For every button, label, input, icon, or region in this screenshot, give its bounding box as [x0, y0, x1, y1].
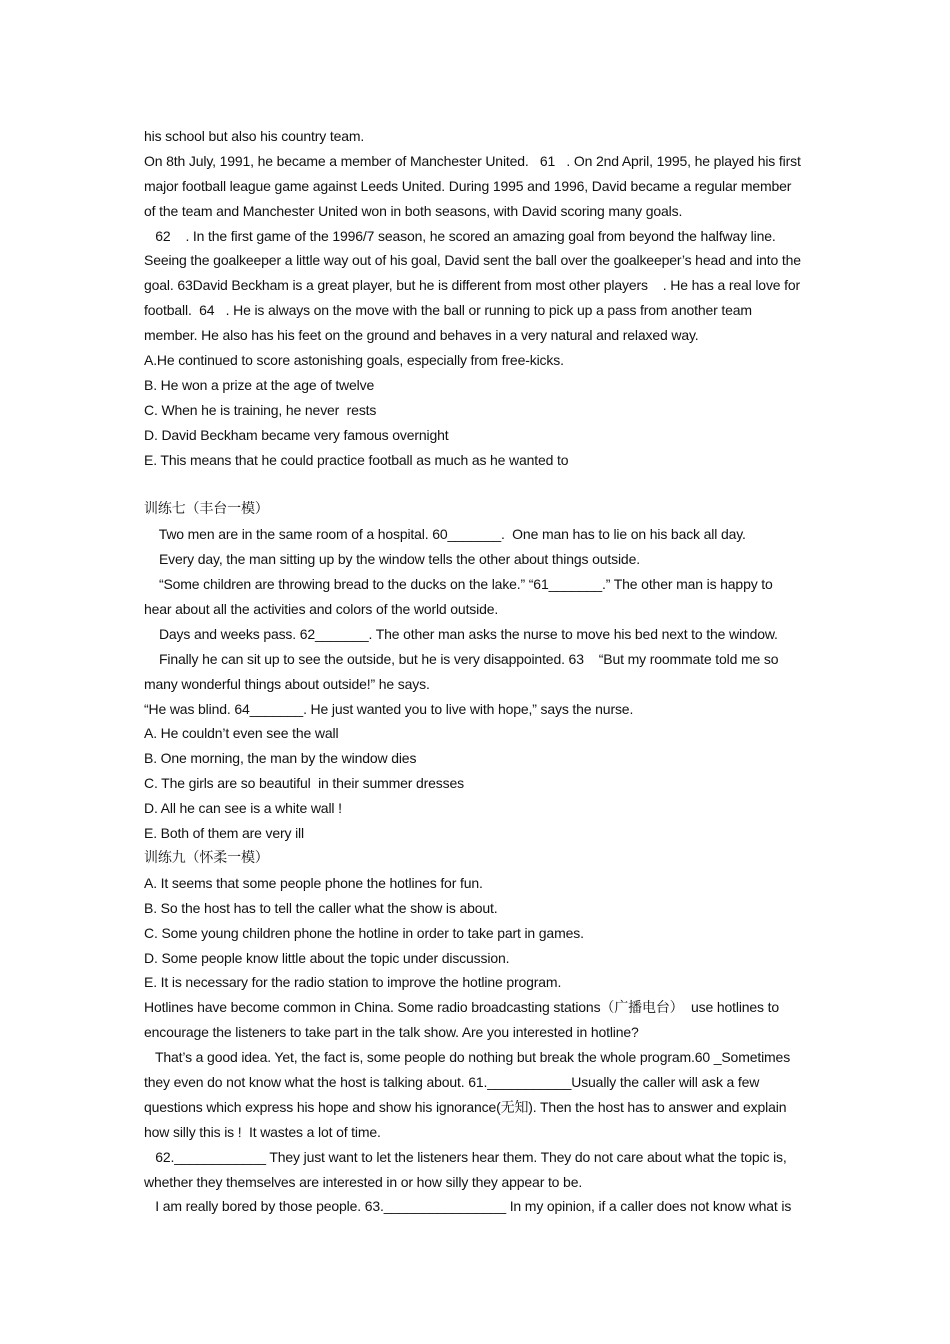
- option-a: A. He couldn’t even see the wall: [144, 725, 339, 742]
- paragraph-line: major football league game against Leeds United. During 1995 and 1996, David became a regular member: [144, 177, 792, 194]
- option-a: A.He continued to score astonishing goals, especially from free-kicks.: [144, 352, 564, 369]
- option-d: D. All he can see is a white wall !: [144, 800, 342, 817]
- paragraph-line: whether they themselves are interested in or how silly they appear to be.: [144, 1173, 583, 1190]
- option-c: C. When he is training, he never rests: [144, 401, 377, 418]
- option-e: E. This means that he could practice football as much as he wanted to: [144, 451, 569, 468]
- paragraph-line: questions which express his hope and show his ignorance(无知). Then the host has to answer and explain: [144, 1098, 787, 1115]
- section-nine: [144, 846, 812, 1219]
- paragraph-line: his school but also his country team.: [144, 128, 365, 144]
- paragraph-line: of the team and Manchester United won in both seasons, with David scoring many goals.: [144, 202, 683, 219]
- document-page: [144, 124, 812, 1219]
- paragraph-line: Seeing the goalkeeper a little way out of his goal, David sent the ball over the goalkeeper’s head and into the: [144, 252, 801, 269]
- options-beckham: [144, 348, 812, 472]
- option-d: D. David Beckham became very famous overnight: [144, 426, 449, 443]
- paragraph-line: Finally he can sit up to see the outside, but he is very disappointed. 63 “But my roommate told me so: [144, 650, 779, 667]
- section-seven: [144, 497, 812, 845]
- paragraph-line: Every day, the man sitting up by the window tells the other about things outside.: [144, 551, 640, 568]
- paragraph-line: 62.____________ They just want to let the listeners hear them. They do not care about what the topic is,: [144, 1148, 787, 1165]
- option-e: E. It is necessary for the radio station to improve the hotline program.: [144, 974, 562, 991]
- option-a: A. It seems that some people phone the hotlines for fun.: [144, 874, 483, 891]
- option-b: B. So the host has to tell the caller what the show is about.: [144, 899, 498, 916]
- paragraph-line: many wonderful things about outside!” he says.: [144, 675, 430, 692]
- option-b: B. One morning, the man by the window dies: [144, 750, 417, 767]
- passage-beckham: [144, 124, 812, 348]
- paragraph-line: Hotlines have become common in China. Some radio broadcasting stations（广播电台） use hotlines to: [144, 999, 780, 1016]
- section-heading: 训练七（丰台一模）: [144, 501, 269, 518]
- option-c: C. Some young children phone the hotline in order to take part in games.: [144, 924, 584, 941]
- option-e: E. Both of them are very ill: [144, 825, 304, 842]
- paragraph-line: 62 . In the first game of the 1996/7 season, he scored an amazing goal from beyond the halfway line.: [144, 227, 776, 244]
- option-b: B. He won a prize at the age of twelve: [144, 376, 375, 393]
- paragraph-line: Two men are in the same room of a hospital. 60_______. One man has to lie on his back all day.: [144, 526, 746, 543]
- paragraph-line: “Some children are throwing bread to the ducks on the lake.” “61_______.” The other man is happy to: [144, 576, 773, 593]
- paragraph-line: football. 64 . He is always on the move with the ball or running to pick up a pass from another team: [144, 302, 752, 319]
- paragraph-line: encourage the listeners to take part in the talk show. Are you interested in hotline?: [144, 1024, 639, 1041]
- paragraph-line: I am really bored by those people. 63.________________ In my opinion, if a caller does not know what is: [144, 1198, 792, 1215]
- paragraph-line: That’s a good idea. Yet, the fact is, some people do nothing but break the whole program.60 _Sometimes: [144, 1049, 791, 1066]
- paragraph-line: “He was blind. 64_______. He just wanted you to live with hope,” says the nurse.: [144, 700, 634, 717]
- paragraph-line: goal. 63David Beckham is a great player, but he is different from most other players . He has a real love for: [144, 277, 801, 294]
- blank-gap: [144, 472, 812, 497]
- paragraph-line: hear about all the activities and colors of the world outside.: [144, 601, 499, 618]
- paragraph-line: member. He also has his feet on the ground and behaves in a very natural and relaxed way.: [144, 327, 699, 344]
- option-d: D. Some people know little about the topic under discussion.: [144, 949, 510, 966]
- paragraph-line: On 8th July, 1991, he became a member of Manchester United. 61 . On 2nd April, 1995, he played his first: [144, 152, 801, 169]
- paragraph-line: how silly this is ! It wastes a lot of time.: [144, 1123, 381, 1140]
- section-heading: 训练九（怀柔一模）: [144, 849, 269, 866]
- option-c: C. The girls are so beautiful in their summer dresses: [144, 775, 464, 792]
- paragraph-line: they even do not know what the host is talking about. 61.___________Usually the caller will ask a few: [144, 1073, 760, 1090]
- paragraph-line: Days and weeks pass. 62_______. The other man asks the nurse to move his bed next to the window.: [144, 625, 778, 642]
